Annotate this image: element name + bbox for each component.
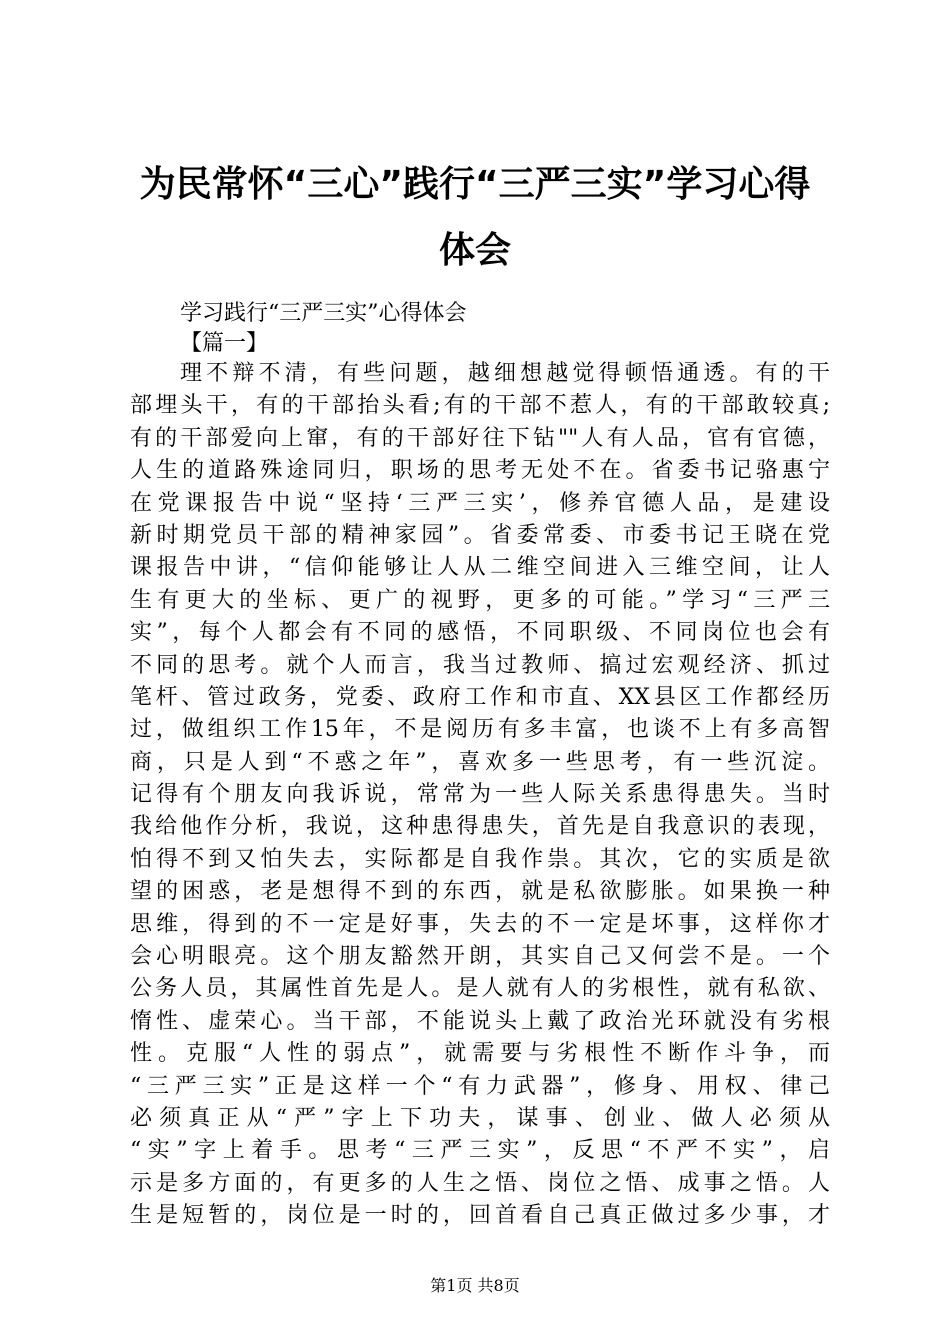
document-subtitle: 学习践行“三严三实”心得体会 [180, 301, 467, 326]
body-line: 我给他作分析，我说，这种患得患失，首先是自我意识的表现， [130, 814, 830, 840]
body-line: 必须真正从“严”字上下功夫，谋事、创业、做人必须从 [130, 1105, 830, 1131]
body-line: “三严三实”正是这样一个“有力武器”，修身、用权、律己 [130, 1073, 830, 1099]
body-text [130, 358, 830, 1233]
body-line: 思维，得到的不一定是好事，失去的不一定是坏事，这样你才 [130, 911, 830, 937]
body-line: 公务人员，其属性首先是人。是人就有人的劣根性，就有私欲、 [130, 976, 830, 1002]
body-line: 生有更大的坐标、更广的视野，更多的可能。”学习“三严三 [130, 587, 830, 613]
page-footer: 第1页 共8页 [430, 1276, 520, 1295]
body-line: 部埋头干，有的干部抬头看;有的干部不惹人，有的干部敢较真; [130, 393, 830, 419]
body-line: 人生的道路殊途同归，职场的思考无处不在。省委书记骆惠宁 [130, 458, 830, 484]
body-line: 生是短暂的，岗位是一时的，回首看自己真正做过多少事，才 [130, 1203, 830, 1229]
body-line: 商，只是人到“不惑之年”，喜欢多一些思考，有一些沉淀。 [130, 749, 830, 775]
body-line: 笔杆、管过政务，党委、政府工作和市直、XX县区工作都经历 [130, 684, 830, 710]
title-line-2: 体会 [438, 230, 511, 271]
body-line: 望的困惑，老是想得不到的东西，就是私欲膨胀。如果换一种 [130, 879, 830, 905]
body-line: 实”，每个人都会有不同的感悟，不同职级、不同岗位也会有 [130, 620, 830, 646]
body-line: 课报告中讲，“信仰能够让人从二维空间进入三维空间，让人 [130, 555, 830, 581]
body-line: 在党课报告中说“坚持‘三严三实’，修养官德人品，是建设 [130, 490, 830, 516]
body-line: “实”字上着手。思考“三严三实”，反思“不严不实”，启 [130, 1138, 830, 1164]
body-line: 新时期党员干部的精神家园”。省委常委、市委书记王晓在党 [130, 522, 830, 548]
body-line: 怕得不到又怕失去，实际都是自我作祟。其次，它的实质是欲 [130, 846, 830, 872]
body-line: 示是多方面的，有更多的人生之悟、岗位之悟、成事之悟。人 [130, 1170, 830, 1196]
document-title [110, 152, 840, 284]
body-line: 过，做组织工作15年，不是阅历有多丰富，也谈不上有多高智 [130, 717, 830, 743]
body-line: 会心明眼亮。这个朋友豁然开朗，其实自己又何尝不是。一个 [130, 944, 830, 970]
body-line: 不同的思考。就个人而言，我当过教师、搞过宏观经济、抓过 [130, 652, 830, 678]
body-line: 有的干部爱向上窜，有的干部好往下钻""人有人品，官有官德， [130, 425, 830, 451]
body-line: 性。克服“人性的弱点”，就需要与劣根性不断作斗争，而 [130, 1041, 830, 1067]
title-line-1: 为民常怀“三心”践行“三严三实”学习心得 [139, 164, 811, 205]
body-line: 记得有个朋友向我诉说，常常为一些人际关系患得患失。当时 [130, 782, 830, 808]
body-line: 理不辩不清，有些问题，越细想越觉得顿悟通透。有的干 [180, 361, 830, 386]
section-label: 【篇一】 [180, 331, 269, 356]
body-line: 惰性、虚荣心。当干部，不能说头上戴了政治光环就没有劣根 [130, 1008, 830, 1034]
